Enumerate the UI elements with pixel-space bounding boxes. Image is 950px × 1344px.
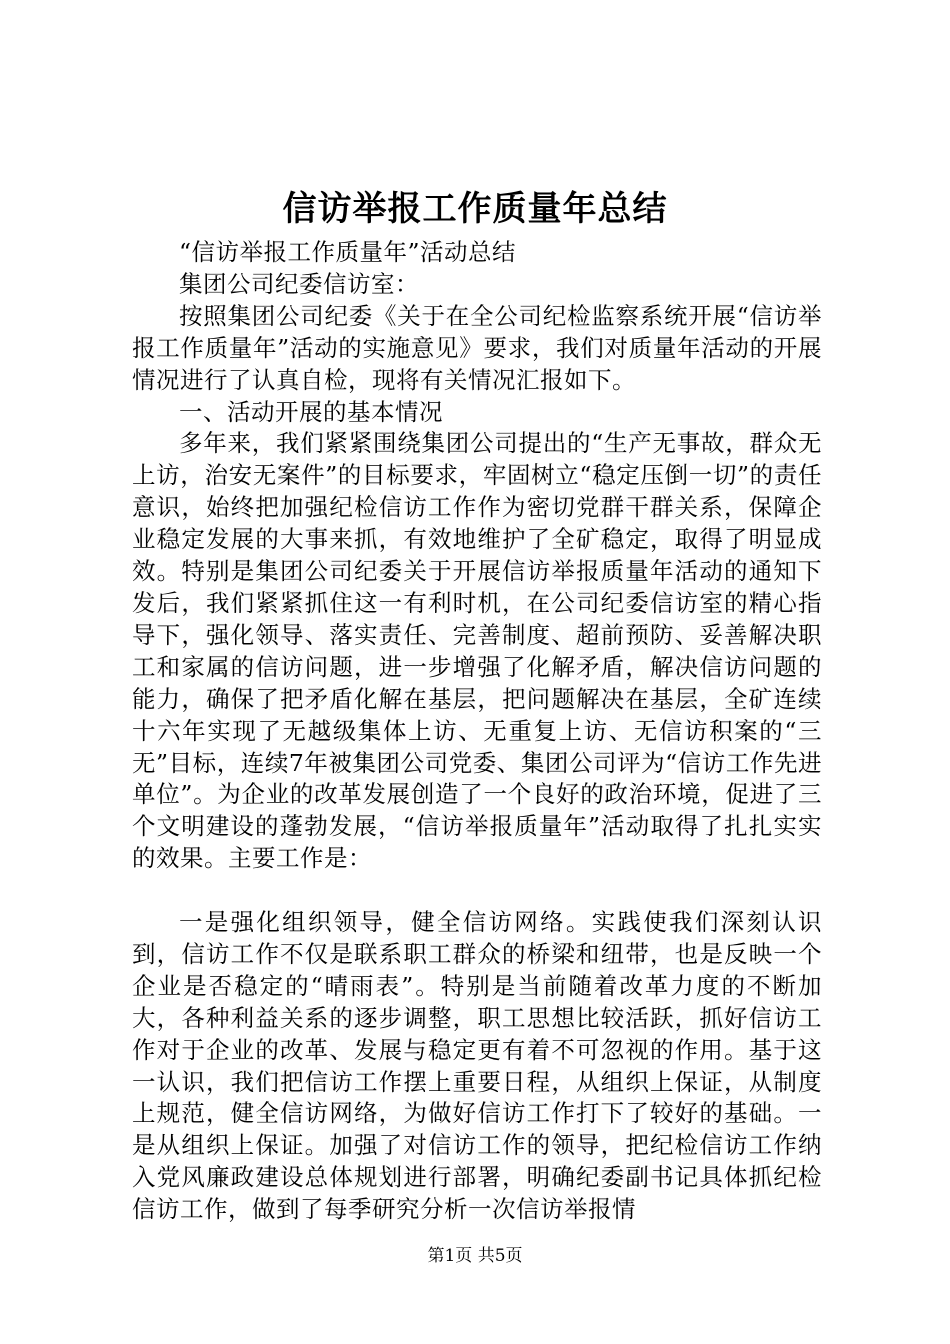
paragraph-section-heading: 一、活动开展的基本情况 xyxy=(179,397,443,426)
document-title: 信访举报工作质量年总结 xyxy=(282,189,668,229)
paragraph-first-measure: 一是强化组织领导，健全信访网络。实践使我们深刻认识到，信访工作不仅是联系职工群众的桥梁和纽带，也是反映一个企业是否稳定的“晴雨表”。特别是当前随着改革力度的不断加大，各种利益关系的逐步调整，职工思想比较活跃，抓好信访工作对于企业的改革、发展与稳定更有着不可忽视的作用。基于这一认识，我们把信访工作摆上重要日程，从组织上保证，从制度上规范，健全信访网络，为做好信访工作打下了较好的基础。一是从组织上保证。加强了对信访工作的领导，把纪检信访工作纳入党风廉政建设总体规划进行部署，明确纪委副书记具体抓纪检信访工作，做到了每季研究分析一次信访举报情 xyxy=(132,908,822,1224)
document-body xyxy=(132,237,822,1226)
paragraph-introduction: 按照集团公司纪委《关于在全公司纪检监察系统开展“信访举报工作质量年”活动的实施意见》要求，我们对质量年活动的开展情况进行了认真自检，现将有关情况汇报如下。 xyxy=(132,301,822,394)
paragraph-addressee: 集团公司纪委信访室： xyxy=(179,269,419,298)
page-number-footer: 第1页 共5页 xyxy=(427,1246,523,1266)
paragraph-activity-summary-heading: “信访举报工作质量年”活动总结 xyxy=(179,238,517,266)
paragraph-overview: 多年来，我们紧紧围绕集团公司提出的“生产无事故，群众无上访，治安无案件”的目标要求，牢固树立“稳定压倒一切”的责任意识，始终把加强纪检信访工作作为密切党群干群关系，保障企业稳定发展的大事来抓，有效地维护了全矿稳定，取得了明显成效。特别是集团公司纪委关于开展信访举报质量年活动的通知下发后，我们紧紧抓住这一有利时机，在公司纪委信访室的精心指导下，强化领导、落实责任、完善制度、超前预防、妥善解决职工和家属的信访问题，进一步增强了化解矛盾，解决信访问题的能力，确保了把矛盾化解在基层，把问题解决在基层，全矿连续十六年实现了无越级集体上访、无重复上访、无信访积案的“三无”目标，连续7年被集团公司党委、集团公司评为“信访工作先进单位”。为企业的改革发展创造了一个良好的政治环境，促进了三个文明建设的蓬勃发展，“信访举报质量年”活动取得了扎扎实实的效果。主要工作是： xyxy=(132,429,822,873)
